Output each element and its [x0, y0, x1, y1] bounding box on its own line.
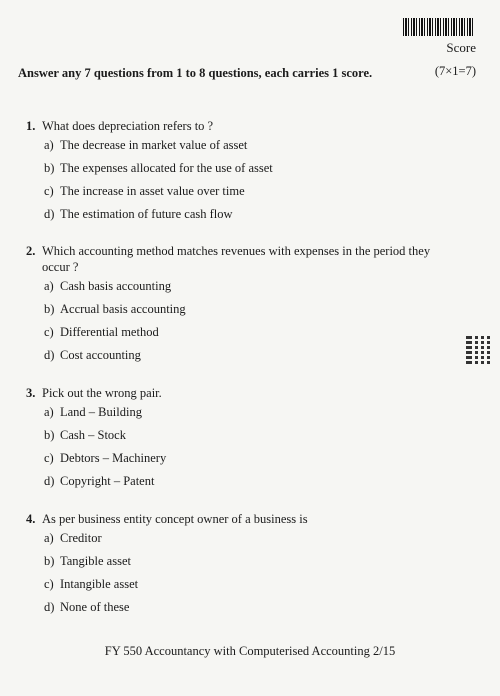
option-text: The increase in asset value over time [60, 184, 245, 198]
option-text: The estimation of future cash flow [60, 207, 233, 221]
option-c [44, 321, 446, 344]
option-label: a) [44, 531, 54, 545]
question-number: 3. [26, 386, 36, 400]
page-footer: FY 550 Accountancy with Computerised Accounting 2/15 [104, 644, 396, 658]
score-label: Score [446, 40, 476, 55]
option-text: Cash – Stock [60, 428, 126, 442]
option-a [44, 275, 446, 298]
option-text: Differential method [60, 325, 159, 339]
option-text: Tangible asset [60, 554, 131, 568]
option-text: Cash basis accounting [60, 279, 172, 293]
option-label: a) [44, 279, 54, 293]
options-list [44, 134, 446, 226]
option-text: The decrease in market value of asset [60, 138, 248, 152]
question-2 [26, 243, 446, 367]
option-text: Land – Building [60, 405, 142, 419]
option-a [44, 134, 446, 157]
option-d [44, 596, 446, 619]
option-text: Intangible asset [60, 577, 139, 591]
option-label: c) [44, 451, 54, 465]
barcode [403, 18, 475, 36]
option-b [44, 550, 446, 573]
option-label: d) [44, 348, 55, 362]
option-d [44, 344, 446, 367]
option-d [44, 203, 446, 226]
question-number: 4. [26, 512, 36, 526]
option-d [44, 470, 446, 493]
option-label: b) [44, 302, 55, 316]
option-label: a) [44, 138, 54, 152]
options-list [44, 275, 446, 367]
instruction-text: Answer any 7 questions from 1 to 8 questions, each carries 1 score. [18, 66, 373, 80]
question-number: 1. [26, 119, 36, 133]
option-label: b) [44, 428, 55, 442]
question-3 [26, 385, 446, 493]
option-label: c) [44, 184, 54, 198]
option-label: d) [44, 474, 55, 488]
option-a [44, 527, 446, 550]
question-1 [26, 118, 446, 226]
option-label: a) [44, 405, 54, 419]
option-label: b) [44, 554, 55, 568]
option-c [44, 447, 446, 470]
option-text: Copyright – Patent [60, 474, 155, 488]
option-a [44, 401, 446, 424]
marks-allocation: (7×1=7) [434, 64, 476, 78]
options-list [44, 527, 446, 619]
question-4 [26, 511, 446, 619]
option-b [44, 424, 446, 447]
option-c [44, 573, 446, 596]
option-text: Cost accounting [60, 348, 141, 362]
question-number: 2. [26, 244, 36, 258]
option-label: c) [44, 577, 54, 591]
option-label: c) [44, 325, 54, 339]
option-label: d) [44, 600, 55, 614]
question-text: As per business entity concept owner of a business is [42, 512, 308, 526]
question-text: Pick out the wrong pair. [42, 386, 162, 400]
option-label: b) [44, 161, 55, 175]
option-text: None of these [60, 600, 130, 614]
option-b [44, 298, 446, 321]
options-list [44, 401, 446, 493]
option-label: d) [44, 207, 55, 221]
question-text: What does depreciation refers to ? [42, 119, 214, 133]
option-text: Creditor [60, 531, 102, 545]
question-text: Which accounting method matches revenues with expenses in the period they occur ? [42, 244, 431, 274]
option-c [44, 180, 446, 203]
option-text: The expenses allocated for the use of asset [60, 161, 273, 175]
qr-code [466, 336, 490, 364]
option-b [44, 157, 446, 180]
option-text: Accrual basis accounting [60, 302, 186, 316]
option-text: Debtors – Machinery [60, 451, 167, 465]
